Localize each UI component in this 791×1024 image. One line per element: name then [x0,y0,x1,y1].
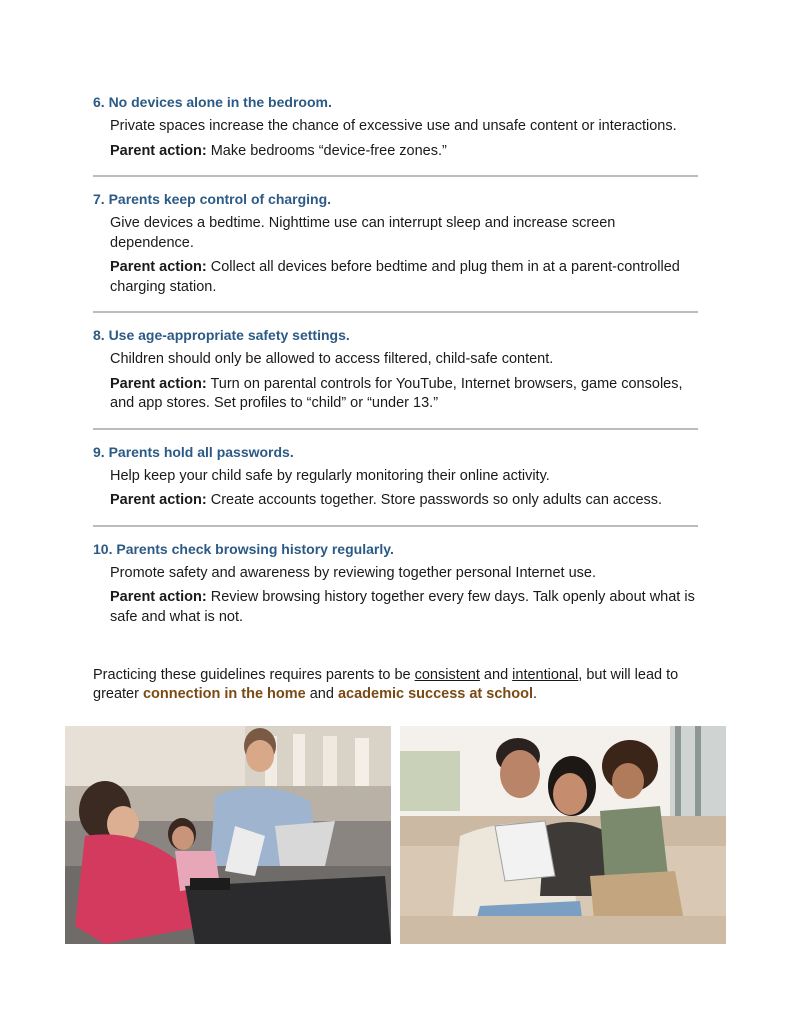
closing-text: and [305,686,338,702]
parent-action [110,258,698,297]
parent-action [110,142,698,162]
guideline-title: 8. Use age-appropriate safety settings. [93,327,350,343]
closing-text: . [533,686,538,702]
guideline-description: Private spaces increase the chance of excessive use and unsafe content or interactions. [110,118,677,134]
guideline-description: Help keep your child safe by regularly monitoring their online activity. [110,467,550,484]
parent-action [110,491,698,511]
parent-action-label: Parent action: [110,589,207,605]
parent-action-text: Review browsing history together every few days. Talk openly about what is safe and what is not. [110,589,695,625]
parent-action-text: Make bedrooms “device-free zones.” [206,142,447,159]
parent-action [110,588,698,627]
closing-text: and [479,666,513,683]
guideline-title: 10. Parents check browsing history regularly. [93,540,394,557]
guideline-item-6 [93,92,698,161]
highlight-academic: academic success at school [337,686,534,702]
guideline-description: Promote safety and awareness by reviewing together personal Internet use. [110,564,597,581]
closing-paragraph [93,666,698,705]
parent-action [110,375,698,414]
guideline-description: Children should only be allowed to access filtered, child-safe content. [110,351,554,367]
guideline-title: 6. No devices alone in the bedroom. [93,94,332,110]
guideline-description: Give devices a bedtime. Nighttime use can interrupt sleep and increase screen dependence. [110,215,616,251]
family-photo-left [65,726,391,944]
divider [93,428,698,430]
guideline-item-9 [93,442,698,511]
parent-action-label: Parent action: [110,142,207,159]
emphasis-intentional: intentional [512,666,579,683]
divider [93,311,698,313]
parent-action-label: Parent action: [110,375,207,392]
guideline-item-7 [93,189,698,297]
guideline-title: 7. Parents keep control of charging. [93,191,332,207]
closing-text: Practicing these guidelines requires parents to be [93,666,415,683]
divider [93,175,698,177]
parent-action-text: Create accounts together. Store passwords so only adults can access. [206,492,663,508]
guideline-title: 9. Parents hold all passwords. [93,443,294,460]
parent-action-text: Collect all devices before bedtime and plug them in at a parent-controlled charging station. [110,259,680,295]
family-photo-right [400,726,726,944]
parent-action-label: Parent action: [110,259,207,275]
guidelines-list [93,92,698,632]
emphasis-consistent: consistent [414,666,480,683]
guideline-item-8 [93,325,698,414]
parent-action-label: Parent action: [110,492,207,508]
guideline-item-10 [93,539,698,628]
parent-action-text: Turn on parental controls for YouTube, Internet browsers, game consoles, and app stores. Set profiles to “child” or “under 13.” [110,375,683,411]
highlight-connection: connection in the home [142,686,306,702]
closing-text: , but will lead to greater [93,666,679,702]
divider [93,525,698,527]
